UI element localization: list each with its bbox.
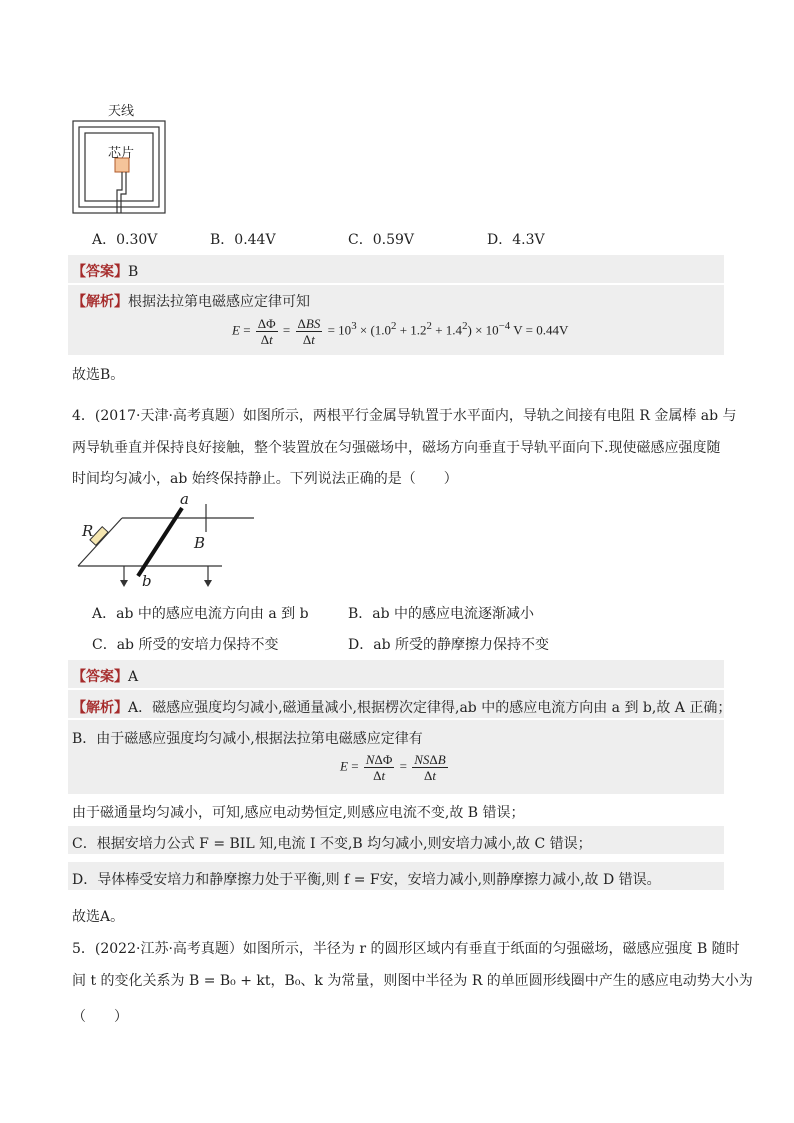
antenna-coil-drawing <box>70 118 170 216</box>
label-b: b <box>142 572 152 590</box>
q3-option-d: D．4.3V <box>487 232 545 248</box>
q5-stem-line1: 5．(2022·江苏·高考真题）如图所示，半径为 r 的圆形区域内有垂直于纸面的匀强磁场，磁感应强度 B 随时 <box>72 941 740 957</box>
analysis-tag: 【解析】 <box>72 700 128 716</box>
q4-option-a: A．ab 中的感应电流方向由 a 到 b <box>92 606 309 622</box>
q4-analysis-c: C．根据安培力公式 F = BIL 知,电流 I 不变,B 均匀减小,则安培力减小,故 C 错误； <box>72 836 592 852</box>
label-R: R <box>82 522 94 540</box>
q4-analysis-d: D．导体棒受安培力和静摩擦力处于平衡,则 f = F安，安培力减小,则静摩擦力减小,故 D 错误。 <box>72 872 661 888</box>
q4-stem-line1: 4．(2017·天津·高考真题）如图所示，两根平行金属导轨置于水平面内，导轨之间接有电阻 R 金属棒 ab 与 <box>72 408 737 424</box>
answer-tag: 【答案】 <box>72 264 128 280</box>
q4-formula: E = $\frac{\text{NΔΦ}}{\Delta t}$ = $\frac{\text{NSΔB}}{\Delta t}$ <box>340 752 446 783</box>
rail-circuit-drawing <box>72 494 262 590</box>
answer-value: B <box>128 264 139 280</box>
q3-conclusion: 故选B。 <box>72 367 125 383</box>
q4-analysis-b2: 由于磁通量均匀减小，可知,感应电动势恒定,则感应电流不变,故 B 错误； <box>72 805 525 821</box>
q4-answer <box>72 666 138 686</box>
q3-option-b: B．0.44V <box>210 232 276 248</box>
q3-option-c: C．0.59V <box>348 232 414 248</box>
q5-stem-line3: （ ） <box>72 1009 128 1025</box>
q3-formula: E = $\frac{\Delta\Phi}{\Delta t}$ = $\frac{\text{ΔBS}}{\Delta t}$ = $10^3 \times (1.0^2 + 1.2^2 + 1.4^2) \times 10^{-4}$ V = 0.44V <box>232 316 569 347</box>
label-B: B <box>194 534 206 552</box>
q4-stem-line2: 两导轨垂直并保持良好接触，整个装置放在匀强磁场中，磁场方向垂直于导轨平面向下.现使磁感应强度随 <box>72 440 721 456</box>
q3-answer-block <box>68 255 724 283</box>
q3-option-a: A．0.30V <box>92 232 158 248</box>
analysis-text: 根据法拉第电磁感应定律可知 <box>128 294 310 310</box>
q4-analysis-b: B．由于磁感应强度均匀减小,根据法拉第电磁感应定律有 <box>72 731 423 747</box>
rail-circuit-figure <box>72 490 262 590</box>
antenna-label: 天线 <box>108 104 135 119</box>
q4-answer-block <box>68 660 724 688</box>
q4-conclusion: 故选A。 <box>72 909 125 925</box>
analysis-tag: 【解析】 <box>72 294 128 310</box>
q3-answer <box>72 261 138 281</box>
q4-option-c: C．ab 所受的安培力保持不变 <box>92 637 279 653</box>
label-a: a <box>180 490 189 508</box>
answer-tag: 【答案】 <box>72 669 128 685</box>
q4-option-b: B．ab 中的感应电流逐渐减小 <box>348 606 535 622</box>
q4-analysis-a <box>72 697 731 717</box>
q3-analysis <box>72 291 310 311</box>
analysis-a-text: A．磁感应强度均匀减小,磁通量减小,根据楞次定律得,ab 中的感应电流方向由 a 到 b,故 A 正确； <box>128 700 732 716</box>
answer-value: A <box>128 669 139 685</box>
q4-option-d: D．ab 所受的静摩擦力保持不变 <box>348 637 549 653</box>
q5-stem-line2: 间 t 的变化关系为 B = B₀ + kt，B₀、k 为常量，则图中半径为 R 的单匝圆形线圈中产生的感应电动势大小为 <box>72 973 753 989</box>
chip-label: 芯片 <box>108 146 135 161</box>
q4-stem-line3: 时间均匀减小，ab 始终保持静止。下列说法正确的是（ ） <box>72 471 458 487</box>
antenna-chip-figure <box>70 98 170 216</box>
